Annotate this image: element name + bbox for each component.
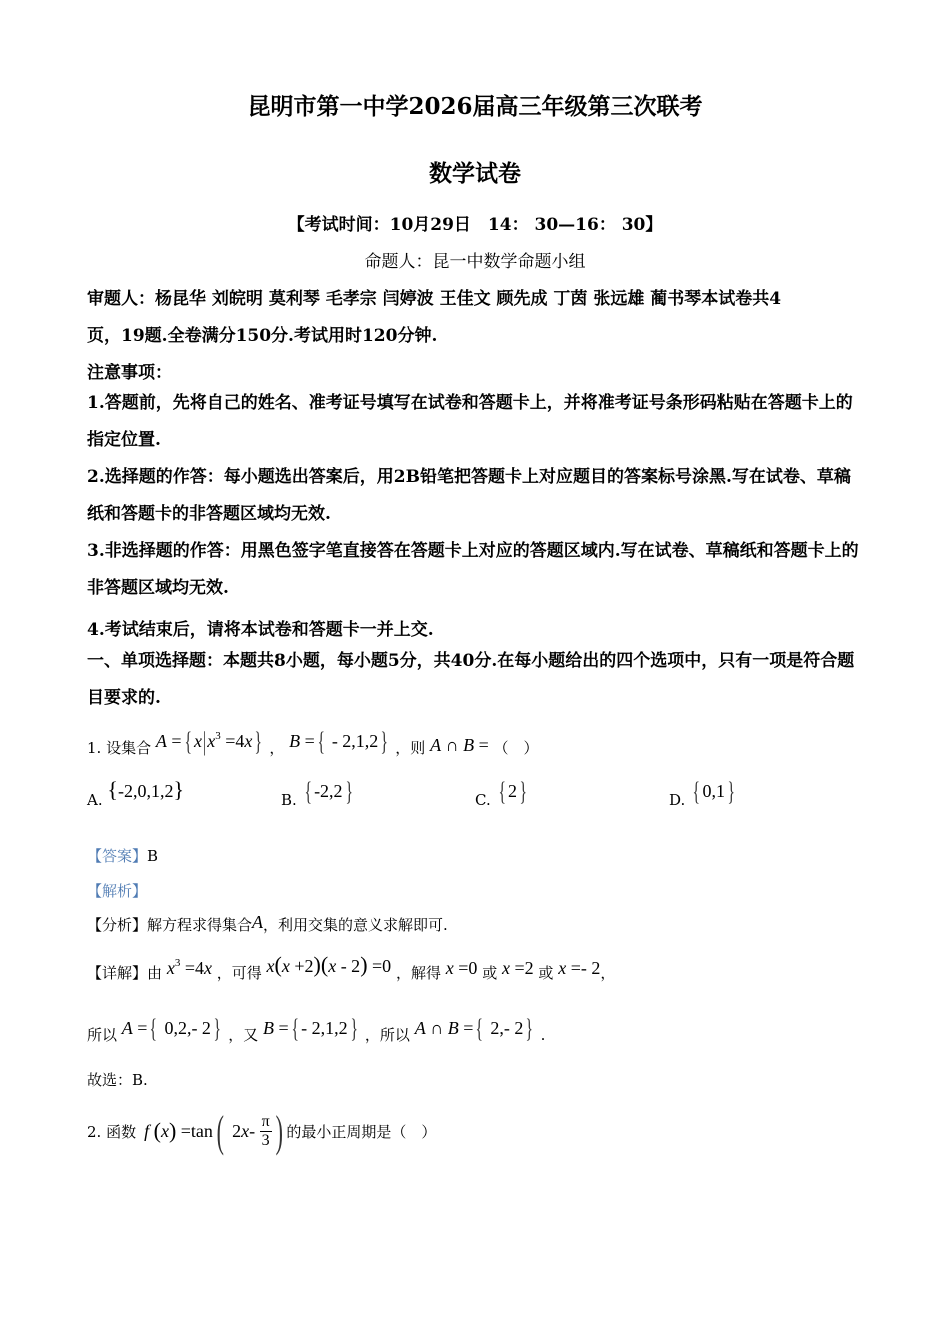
q1-intersection: A ∩ B = bbox=[430, 735, 489, 755]
q1-conclusion: 故选：B. bbox=[87, 1071, 148, 1089]
note-item-3: 3.非选择题的作答：用黑色签字笔直接答在答题卡上对应的答题区域内.写在试卷、草稿纸和答题卡上的非答题区域均无效. bbox=[87, 541, 859, 598]
q1-answer: B bbox=[147, 847, 159, 865]
q1-option-c[interactable]: C. { 2} bbox=[475, 777, 527, 809]
q1-comma: ， bbox=[269, 739, 285, 757]
note-item-2: 2.选择题的作答：每小题选出答案后，用2B铅笔把答题卡上对应题目的答案标号涂黑.写在试卷、草稿纸和答题卡的非答题区域均无效. bbox=[87, 467, 851, 524]
q1-option-a[interactable]: A. {-2,0,1,2} bbox=[87, 777, 185, 809]
q1-set-a: A ={ $x|x^3 =4x$} bbox=[155, 727, 263, 756]
q1-option-d[interactable]: D. { 0,1} bbox=[669, 777, 736, 809]
note-item-4: 4.考试结束后，请将本试卷和答题卡一并上交. bbox=[87, 620, 434, 640]
q2-prefix: 2. 函数 bbox=[87, 1122, 137, 1141]
exam-author: 命题人：昆一中数学命题小组 bbox=[364, 252, 586, 272]
notes-heading: 注意事项： bbox=[87, 363, 172, 383]
q2-suffix: 的最小正周期是（ ） bbox=[286, 1122, 437, 1141]
analysis-tag: 【解析】 bbox=[87, 882, 148, 900]
note-item-1: 1.答题前，先将自己的姓名、准考证号填写在试卷和答题卡上，并将准考证号条形码粘贴在答题卡上的指定位置. bbox=[87, 393, 853, 450]
page-title: 昆明市第一中学2026届高三年级第三次联考 bbox=[247, 93, 703, 120]
reviewers-line-1: 审题人：杨昆华 刘皖明 莫利琴 毛孝宗 闫婷波 王佳文 顾先成 丁茵 张远雄 蔺书琴本试卷共4 bbox=[87, 289, 782, 309]
page-subtitle: 数学试卷 bbox=[429, 160, 521, 187]
q2-function: f ( x ) =tan ( 2 x - $\frac{\pi}{3}$ ) bbox=[144, 1106, 283, 1156]
q1-result: 所以 A ={ 0,2,- 2} ，又 B ={ - 2,1,2} ，所以 A ∩ B ={ 2,- 2} . bbox=[87, 1014, 546, 1044]
q1-option-b[interactable]: B. { -2,2} bbox=[281, 777, 353, 809]
question-2 bbox=[87, 1103, 436, 1159]
answer-tag: 【答案】 bbox=[87, 847, 148, 865]
question-1 bbox=[87, 727, 539, 763]
reviewers-line-2: 页，19题.全卷满分150分.考试用时120分钟. bbox=[87, 326, 438, 346]
q1-paren: （ ） bbox=[493, 739, 539, 757]
q1-answer-line bbox=[87, 845, 158, 866]
exam-time: 【考试时间：10月29日 14： 30—16： 30】 bbox=[287, 215, 663, 235]
section-heading: 一、单项选择题：本题共8小题，每小题5分，共40分.在每小题给出的四个选项中，只有一项是符合题目要求的. bbox=[87, 651, 855, 708]
q1-prefix: 1. 设集合 bbox=[87, 739, 152, 757]
q1-then: ，则 bbox=[395, 739, 426, 757]
q1-detail: 【详解】由 $x^3 =4x$ ，可得 x(x +2)(x - 2) =0 ，解得 x =0 或 x =2 或 x =- 2， bbox=[87, 952, 616, 982]
q1-fenxi: 【分析】解方程求得集合A，利用交集的意义求解即可. bbox=[87, 912, 448, 934]
q1-set-b: B ={ - 2,1,2} bbox=[289, 727, 389, 756]
